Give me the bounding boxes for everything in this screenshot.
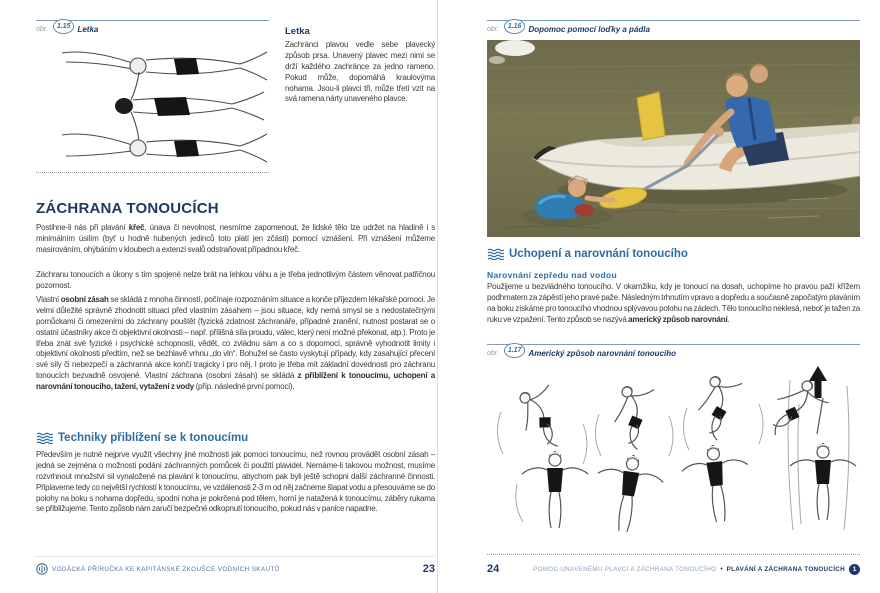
paragraph-text: Použijeme u bezvládného tonoucího. V okamžiku, kdy je tonoucí na dosah, uchopíme ho pravou paží křížem podhmatem za zápěstí jeho pravé paže. Následným trhnutím vpravo a dopředu a současně započatým plaváním na boku získáme pro tonoucího vhodnou splývavou polohu na zádech. Tělo tonoucího neklesá, neboť je tažen za ruku ve vzpažení. Tento způsob se nazývá bbox=[487, 282, 860, 324]
running-title bbox=[533, 564, 860, 575]
waves-icon bbox=[487, 248, 504, 260]
paragraph-bold: z přiblížení k tonoucímu, uchopení a narovnání tonoucího, tažení, vytažení z vody bbox=[36, 371, 435, 391]
footer-rule bbox=[36, 556, 435, 557]
paragraph-2: Záchranu tonoucích a úkony s tím spojené nelze brát na lehkou váhu a je třeba jednotlivým částem věnovat patřičnou pozornost. bbox=[36, 270, 435, 290]
page-footer bbox=[487, 563, 860, 575]
page-left bbox=[36, 20, 435, 582]
figure-1-15 bbox=[36, 20, 269, 173]
footer-rule bbox=[487, 554, 860, 555]
figure-rule bbox=[487, 344, 860, 345]
page-number: 24 bbox=[487, 563, 500, 575]
letka-heading: Letka bbox=[285, 26, 310, 37]
chapter-label: POMOC UNAVENÉMU PLAVCI A ZÁCHRANA TONOUCÍHO bbox=[533, 565, 717, 573]
figure-prefix: obr. bbox=[36, 25, 48, 33]
figure-prefix: obr. bbox=[487, 349, 499, 357]
figure-bottom-rule bbox=[36, 172, 269, 173]
paragraph-bold: křeč bbox=[128, 223, 145, 232]
page-right bbox=[487, 20, 860, 582]
paragraph-bold: osobní zásah bbox=[60, 295, 109, 304]
figure-title: Dopomoc pomocí loďky a pádla bbox=[528, 24, 650, 34]
chapter-number-badge: 1 bbox=[849, 564, 860, 575]
letka-paragraph: Zachránci plavou vedle sebe plavecký způsob prsa. Unavený plavec mezi nimi se drží každého zachránce za jedno rameno. Pokud může, dopomáhá kraulovýma nohama. Jsou-li plavci tři, může třetí vzít na svá ramena nárty unaveného plavce. bbox=[285, 40, 435, 104]
subsection-heading: Narovnání zepředu nad vodou bbox=[487, 270, 617, 280]
up-arrow bbox=[809, 366, 827, 398]
paragraph-text: (příp. následné první pomoci). bbox=[194, 382, 295, 391]
book-title: VODÁCKÁ PŘÍRUČKA KE KAPITÁNSKÉ ZKOUŠCE VODNÍCH SKAUTŮ bbox=[52, 565, 280, 573]
footer-separator: • bbox=[720, 565, 723, 573]
figure-caption bbox=[487, 22, 860, 36]
figure-number-badge: 1.15 bbox=[53, 19, 75, 34]
paragraph-4: Především je nutné nejprve využít všechny jiné možnosti jak pomoci tonoucímu, než rovnou provádět osobní zásah – jedná se zejména o možnosti podání záchranných pomůcek či použití plavidel. Nemáme-li takovou možnost, musíme rozvrhnout množství sil vynaložené na plavání k tonoucímu, abychom pak byli ještě schopni další záchranné činnosti. Připlaveme tedy co největší rychlostí k tonoucímu, ve vzdálenosti 2-3 m od něj začneme šlapat vodu a přesouváme se do polohy na boku s nohama dopředu, spodní noha je pokrčená pod tělem, horní je natažená k tonoucímu, záběry rukama se přibližujeme. Tento způsob nám zaručí bezpečné odkopnutí tonoucího, pokud nás v panice napadne. bbox=[36, 450, 435, 514]
section-heading: ZÁCHRANA TONOUCÍCH bbox=[36, 200, 219, 217]
figure-number-badge: 1.16 bbox=[504, 19, 526, 34]
figure-number-badge: 1.17 bbox=[504, 343, 526, 358]
paragraph-1 bbox=[36, 223, 435, 256]
paragraph-1 bbox=[487, 282, 860, 326]
figure-1-17 bbox=[487, 344, 860, 360]
page-footer bbox=[36, 563, 435, 575]
paragraph-text: se skládá z mnoha činností, počínaje rozpoznáním situace a konče příjezdem lékařské pomoci. Je velmi důležité správně zhodnotit situaci před vlastním zásahem – jsou situace, kdy nemá smysl se s nedostatečnými pomůckami či omezeními do záchrany pouštět (fyzická zdatnost záchranáře, případné zranění, nutnost postarat se o ostatní účastníky akce či objektivní okolnosti – např. přílišná síla proudu, válec, který není možné překonat, atp.). Proto je třeba znát své fyzické i psychické schopnosti, vědět, co zvládnu sám a co s dopomocí, správně vyhodnotit limity i objektivní okolnosti předtím, než se bezhlavě vrhnu „do vln“. Bohužel se často vyskytují případy, kdy zasahující přecení své síly či nebezpečí a záchranná akce končí tragicky i pro něj. I proto je třeba mít základní dovednosti pro záchranu tonoucích bezvadně osvojené. Vlastní záchrana (osobní zásah) se skládá bbox=[36, 295, 435, 381]
waves-icon bbox=[36, 432, 53, 444]
figure-title: Americký způsob narovnání tonoucího bbox=[528, 348, 677, 358]
paragraph-bold: americký způsob narovnání bbox=[628, 314, 728, 324]
section-label: PLAVÁNÍ A ZÁCHRANA TONOUCÍCH bbox=[726, 565, 845, 573]
figure-title: Letka bbox=[77, 24, 99, 34]
letka-illustration bbox=[36, 36, 269, 168]
page-divider bbox=[437, 0, 438, 593]
subsection-heading-row bbox=[36, 432, 248, 444]
paragraph-text: Vlastní bbox=[36, 295, 61, 304]
letka-column bbox=[285, 26, 435, 105]
figure-caption bbox=[36, 22, 269, 36]
american-method-illustration bbox=[487, 364, 860, 552]
paragraph-text: . bbox=[727, 314, 730, 324]
subsection-heading: Techniky přiblížení se k tonoucímu bbox=[58, 432, 249, 444]
figure-caption bbox=[487, 346, 860, 360]
paragraph-text: Postihne-li nás při plavání bbox=[36, 223, 129, 232]
scout-lily-icon bbox=[36, 563, 48, 575]
rescue-boat-photo bbox=[487, 40, 860, 237]
section-heading: Uchopení a narovnání tonoucího bbox=[509, 248, 688, 260]
figure-rule bbox=[487, 20, 860, 21]
paragraph-3 bbox=[36, 295, 435, 393]
figure-prefix: obr. bbox=[487, 25, 499, 33]
page-number: 23 bbox=[422, 563, 435, 575]
paragraph-text: , únava či nevolnost, nesmíme zapomenout, že lidské tělo lze udržet na hladině i s minimálním úsilím (byť u hodně hubených jedinců toto platí jen zčásti) pomocí vznášení. Při vznášení můžeme masírováním, ohýbáním v kloubech a extenzí svalů odstraňovat případnou křeč. bbox=[36, 223, 436, 254]
section-heading-row bbox=[487, 248, 688, 260]
figure-1-16 bbox=[487, 20, 860, 36]
